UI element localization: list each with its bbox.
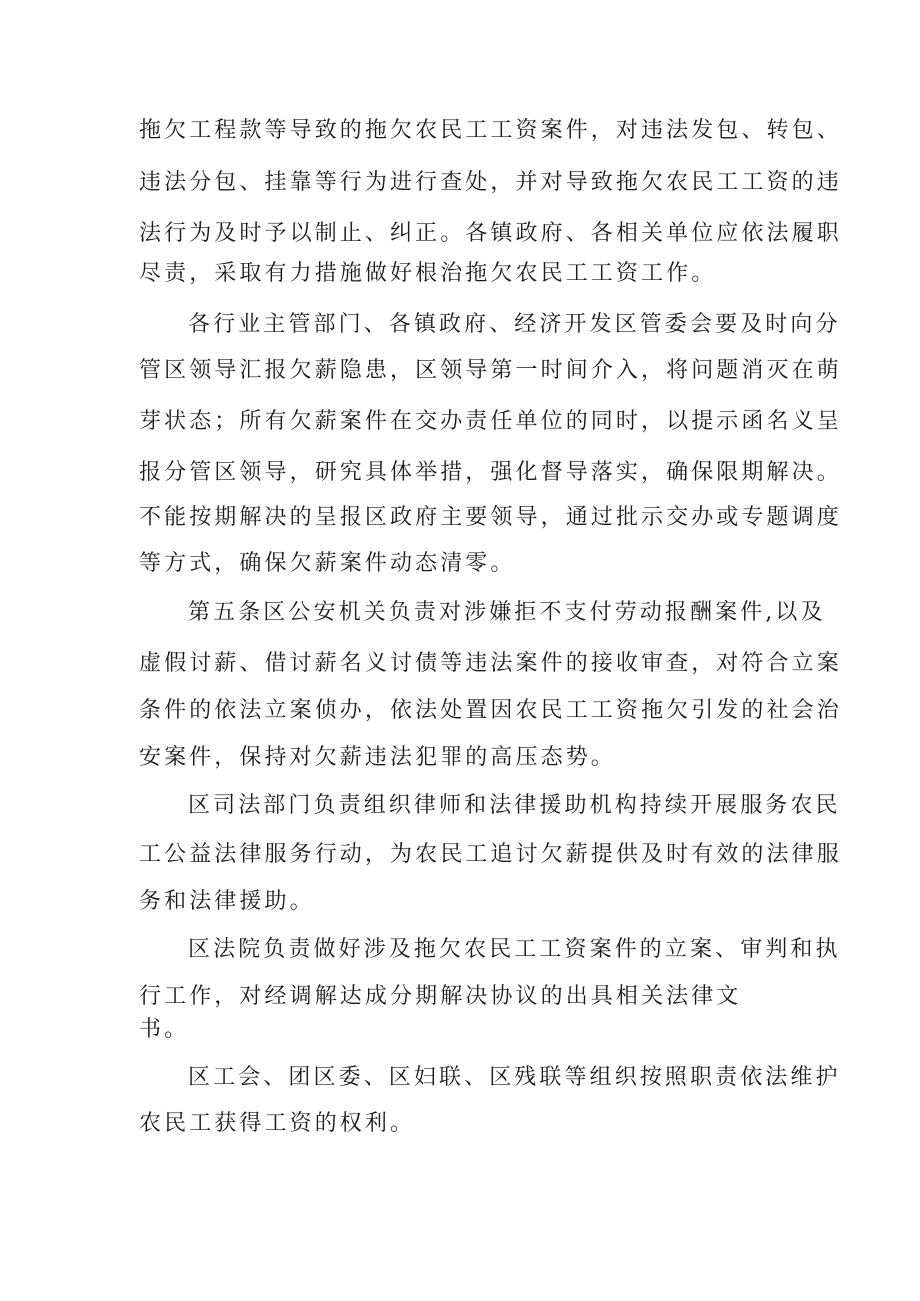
paragraph-line: 农民工获得工资的权利。 [139, 1111, 416, 1136]
paragraph-line: 务和法律援助。 [139, 889, 315, 914]
paragraph-line: 区法院负责做好涉及拖欠农民工工资案件的立案、审判和执 [188, 937, 841, 962]
paragraph-line: 各行业主管部门、各镇政府、经济开发区管委会要及时向分 [188, 312, 841, 337]
paragraph-line: 区工会、团区委、区妇联、区残联等组织按照职责依法维护 [188, 1065, 841, 1090]
paragraph-line: 条件的依法立案侦办，依法处置因农民工工资拖欠引发的社会治 [139, 698, 842, 723]
paragraph-line: 虚假讨薪、借讨薪名义讨债等违法案件的接收审查，对符合立案 [139, 651, 842, 676]
paragraph-line: 安案件，保持对欠薪违法犯罪的高压态势。 [139, 745, 616, 770]
paragraph-line: 管区领导汇报欠薪隐患，区领导第一时间介入，将问题消灭在萌 [139, 358, 842, 383]
paragraph-line: 行工作，对经调解达成分期解决协议的出具相关法律文 [139, 984, 742, 1009]
paragraph-line: 不能按期解决的呈报区政府主要领导，通过批示交办或专题调度 [139, 505, 842, 530]
paragraph-line: 书。 [139, 1017, 190, 1042]
paragraph-line: 报分管区领导，研究具体举措，强化督导落实，确保限期解决。 [139, 460, 842, 485]
paragraph-line: 法行为及时予以制止、纠正。各镇政府、各相关单位应依法履职 [139, 221, 842, 246]
paragraph-line: 尽责，采取有力措施做好根治拖欠农民工工资工作。 [139, 261, 717, 286]
paragraph-line: 等方式，确保欠薪案件动态清零。 [139, 551, 516, 576]
paragraph-line: 工公益法律服务行动，为农民工追讨欠薪提供及时有效的法律服 [139, 842, 842, 867]
paragraph-line: 拖欠工程款等导致的拖欠农民工工资案件，对违法发包、转包、 [139, 118, 842, 143]
paragraph-line: 第五条区公安机关负责对涉嫌拒不支付劳动报酬案件,以及 [188, 600, 826, 625]
paragraph-line: 违法分包、挂靠等行为进行查处，并对导致拖欠农民工工资的违 [139, 170, 842, 195]
paragraph-line: 区司法部门负责组织律师和法律援助机构持续开展服务农民 [188, 793, 841, 818]
paragraph-line: 芽状态；所有欠薪案件在交办责任单位的同时，以提示函名义呈 [139, 409, 842, 434]
